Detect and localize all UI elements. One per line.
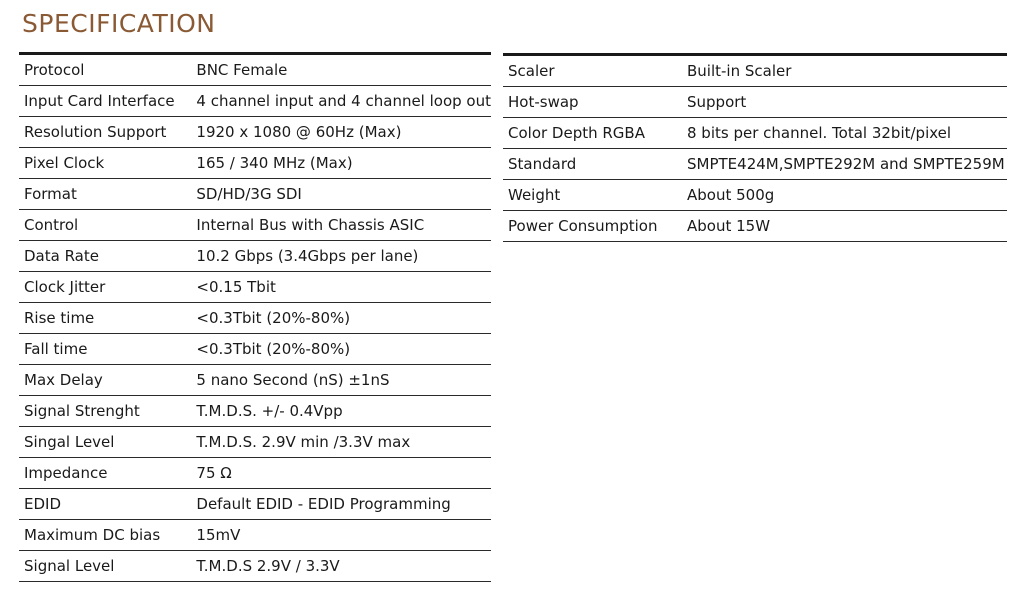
spec-row	[19, 303, 491, 334]
spec-value: 10.2 Gbps (3.4Gbps per lane)	[191, 241, 491, 272]
spec-label: Standard	[503, 149, 682, 180]
spec-row	[19, 54, 491, 86]
spec-label: Format	[19, 179, 191, 210]
spec-value: 15mV	[191, 520, 491, 551]
spec-table-left	[19, 52, 491, 582]
spec-value: 4 channel input and 4 channel loop out	[191, 86, 491, 117]
spec-row	[19, 365, 491, 396]
spec-label: Rise time	[19, 303, 191, 334]
spec-label: Signal Strenght	[19, 396, 191, 427]
spec-row	[503, 211, 1007, 242]
spec-value: T.M.D.S. +/- 0.4Vpp	[191, 396, 491, 427]
spec-label: Data Rate	[19, 241, 191, 272]
spec-value: SMPTE424M,SMPTE292M and SMPTE259M	[682, 149, 1007, 180]
spec-label: EDID	[19, 489, 191, 520]
spec-value: About 500g	[682, 180, 1007, 211]
spec-label: Singal Level	[19, 427, 191, 458]
spec-row	[503, 118, 1007, 149]
spec-row	[19, 551, 491, 582]
spec-row	[19, 86, 491, 117]
spec-value: 5 nano Second (nS) ±1nS	[191, 365, 491, 396]
spec-value: Built-in Scaler	[682, 55, 1007, 87]
spec-label: Scaler	[503, 55, 682, 87]
spec-value: About 15W	[682, 211, 1007, 242]
page-title: SPECIFICATION	[22, 9, 216, 38]
spec-value: Internal Bus with Chassis ASIC	[191, 210, 491, 241]
spec-label: Weight	[503, 180, 682, 211]
spec-label: Pixel Clock	[19, 148, 191, 179]
spec-row	[503, 149, 1007, 180]
spec-row	[19, 427, 491, 458]
spec-value: <0.15 Tbit	[191, 272, 491, 303]
spec-row	[503, 87, 1007, 118]
spec-label: Resolution Support	[19, 117, 191, 148]
spec-label: Max Delay	[19, 365, 191, 396]
spec-value: 1920 x 1080 @ 60Hz (Max)	[191, 117, 491, 148]
spec-value: 75 Ω	[191, 458, 491, 489]
spec-value: <0.3Tbit (20%-80%)	[191, 334, 491, 365]
spec-label: Signal Level	[19, 551, 191, 582]
spec-row	[19, 272, 491, 303]
spec-label: Power Consumption	[503, 211, 682, 242]
spec-value: 8 bits per channel. Total 32bit/pixel	[682, 118, 1007, 149]
spec-label: Fall time	[19, 334, 191, 365]
spec-row	[19, 148, 491, 179]
spec-row	[19, 179, 491, 210]
spec-row	[503, 180, 1007, 211]
spec-value: SD/HD/3G SDI	[191, 179, 491, 210]
spec-label: Hot-swap	[503, 87, 682, 118]
spec-row	[19, 241, 491, 272]
spec-row	[19, 489, 491, 520]
spec-label: Color Depth RGBA	[503, 118, 682, 149]
spec-label: Clock Jitter	[19, 272, 191, 303]
spec-label: Input Card Interface	[19, 86, 191, 117]
spec-row	[19, 458, 491, 489]
spec-table-right	[503, 53, 1007, 242]
spec-value: <0.3Tbit (20%-80%)	[191, 303, 491, 334]
spec-row	[503, 55, 1007, 87]
spec-label: Protocol	[19, 54, 191, 86]
spec-row	[19, 210, 491, 241]
spec-value: Support	[682, 87, 1007, 118]
spec-label: Maximum DC bias	[19, 520, 191, 551]
spec-row	[19, 396, 491, 427]
spec-row	[19, 117, 491, 148]
spec-label: Impedance	[19, 458, 191, 489]
spec-row	[19, 334, 491, 365]
spec-label: Control	[19, 210, 191, 241]
spec-value: T.M.D.S. 2.9V min /3.3V max	[191, 427, 491, 458]
spec-value: BNC Female	[191, 54, 491, 86]
spec-row	[19, 520, 491, 551]
spec-value: 165 / 340 MHz (Max)	[191, 148, 491, 179]
spec-value: T.M.D.S 2.9V / 3.3V	[191, 551, 491, 582]
spec-value: Default EDID - EDID Programming	[191, 489, 491, 520]
